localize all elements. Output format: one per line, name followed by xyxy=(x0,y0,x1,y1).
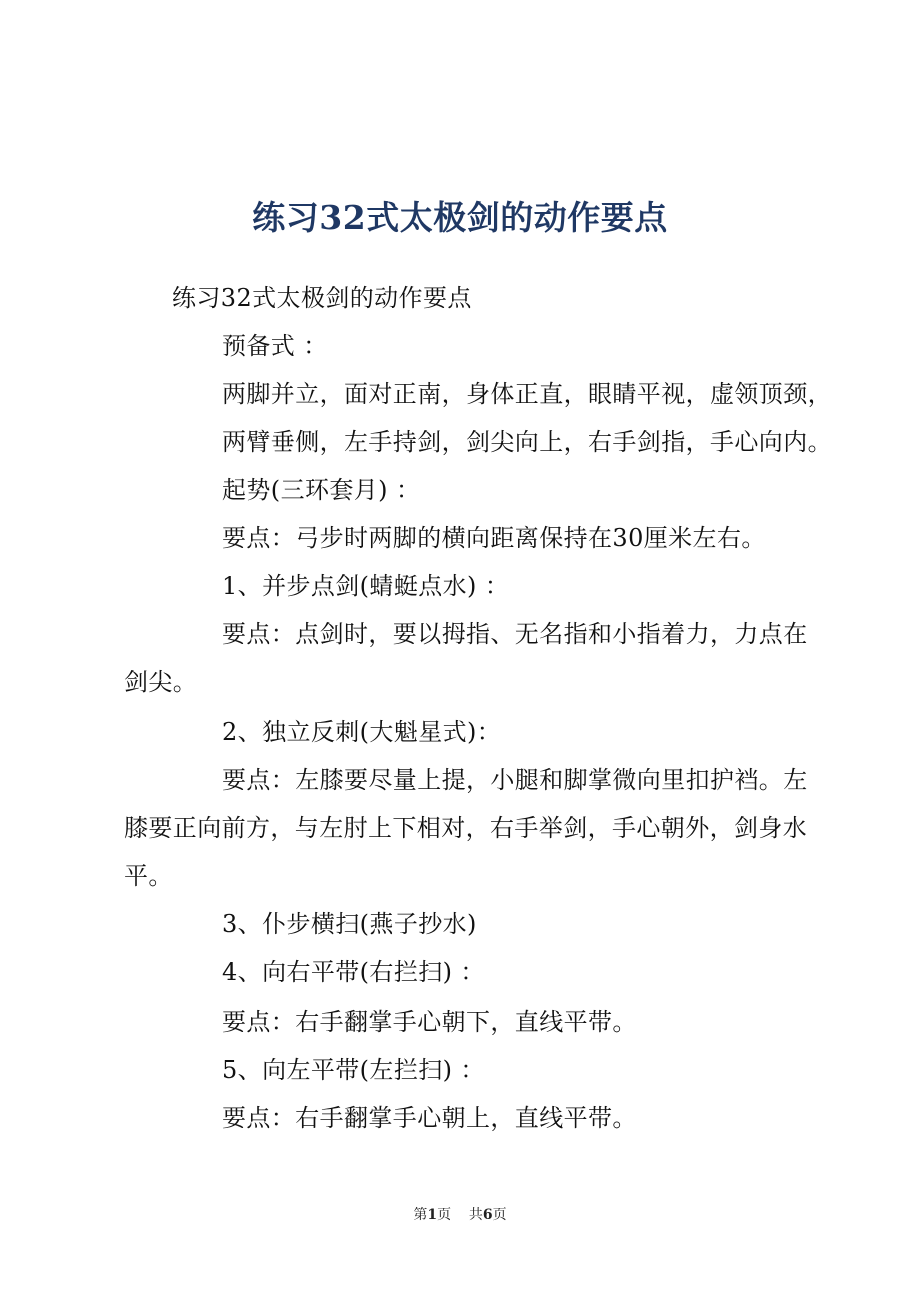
paragraph-start-points xyxy=(222,514,912,562)
paragraph-move-4-points xyxy=(222,998,912,1046)
paragraph-heading xyxy=(172,274,862,322)
paragraph-line: 练习32式太极剑的动作要点 xyxy=(172,284,472,312)
paragraph-move-1 xyxy=(222,562,912,610)
page-suffix: 页 xyxy=(437,1207,452,1223)
page-prefix: 第 xyxy=(413,1207,428,1223)
paragraph-move-4 xyxy=(222,948,912,996)
paragraph-line: 预备式 ： xyxy=(222,332,328,360)
paragraph-line: 要点：点剑时，要以拇指、无名指和小指着力，力点在 xyxy=(222,620,808,648)
paragraph-line: 膝要正向前方，与左肘上下相对，右手举剑，手心朝外，剑身水 xyxy=(124,814,808,842)
paragraph-line: 4、向右平带(右拦扫) ： xyxy=(222,958,485,986)
paragraph-line: 剑尖。 xyxy=(124,668,198,696)
paragraph-line: 5、向左平带(左拦扫) ： xyxy=(222,1056,485,1084)
paragraph-preparation xyxy=(222,322,912,370)
paragraph-line: 要点：右手翻掌手心朝下，直线平带。 xyxy=(222,1008,637,1036)
paragraph-line: 要点：弓步时两脚的横向距离保持在30厘米左右。 xyxy=(222,524,766,552)
paragraph-move-2-points xyxy=(124,756,814,900)
paragraph-start xyxy=(222,466,912,514)
total-pages: 6 xyxy=(482,1207,493,1223)
paragraph-move-3 xyxy=(222,900,912,948)
page-number: 1 xyxy=(427,1207,438,1223)
total-suffix: 页 xyxy=(492,1207,507,1223)
paragraph-line: 两脚并立，面对正南，身体正直，眼睛平视，虚领顶颈， xyxy=(222,380,832,408)
paragraph-line: 平。 xyxy=(124,862,173,890)
paragraph-line: 起势(三环套月) ： xyxy=(222,476,421,504)
paragraph-preparation-desc xyxy=(222,370,912,466)
total-prefix: 共 xyxy=(468,1207,483,1223)
paragraph-line: 要点：右手翻掌手心朝上，直线平带。 xyxy=(222,1104,637,1132)
paragraph-move-2 xyxy=(222,708,912,756)
document-title: 练习32式太极剑的动作要点 xyxy=(252,198,668,237)
paragraph-line: 2、独立反刺(大魁星式)： xyxy=(222,718,502,746)
paragraph-move-1-points xyxy=(124,610,814,706)
paragraph-move-5-points xyxy=(222,1094,912,1142)
page-footer xyxy=(0,1205,920,1225)
paragraph-line: 3、仆步横扫(燕子抄水) xyxy=(222,910,477,938)
paragraph-move-5 xyxy=(222,1046,912,1094)
paragraph-line: 1、并步点剑(蜻蜓点水) ： xyxy=(222,572,510,600)
paragraph-line: 两臂垂侧，左手持剑，剑尖向上，右手剑指，手心向内。 xyxy=(222,428,832,456)
paragraph-line: 要点：左膝要尽量上提，小腿和脚掌微向里扣护裆。左 xyxy=(222,766,808,794)
